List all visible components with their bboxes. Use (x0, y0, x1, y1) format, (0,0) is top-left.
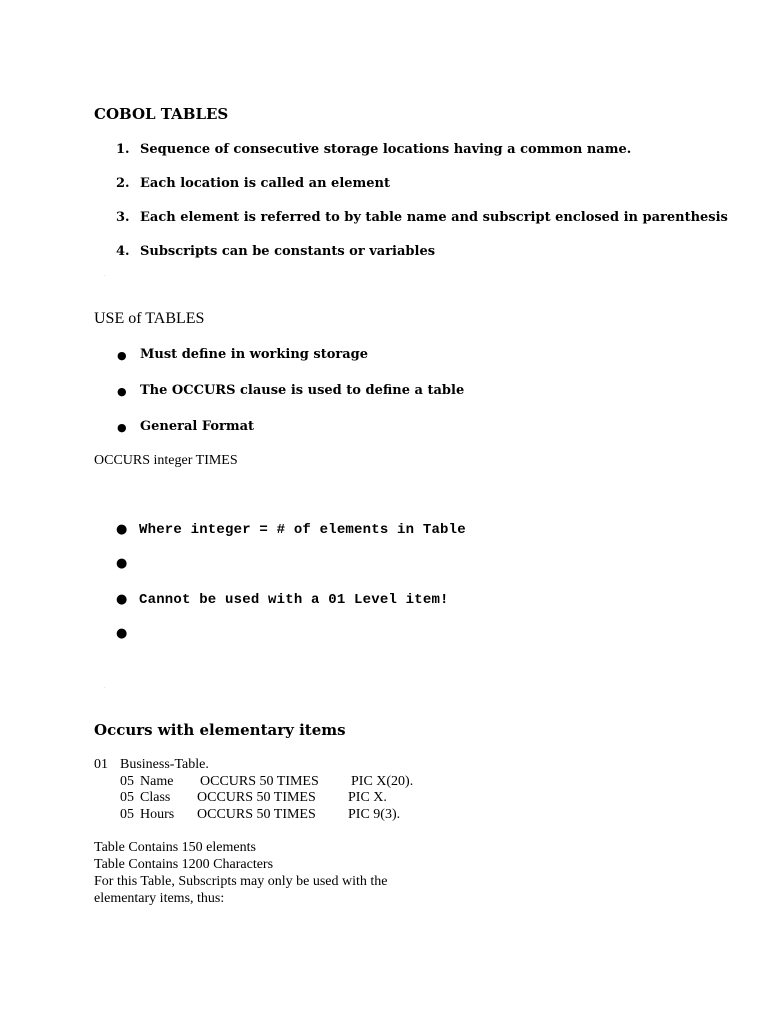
code-field-name: Name (140, 774, 174, 789)
code-level: 05 (120, 774, 134, 789)
code-occurs: OCCURS 50 TIMES (200, 774, 319, 789)
paragraph-line: Table Contains 1200 Characters (94, 857, 274, 872)
bullet-icon: ● (117, 421, 127, 434)
list-number: 3. (116, 210, 130, 225)
list-item: Each element is referred to by table name and subscript enclosed in parenthesis (140, 210, 728, 225)
stray-mark: . (104, 684, 106, 690)
bullet-icon: ● (116, 626, 128, 641)
list-item: Subscripts can be constants or variables (140, 244, 436, 259)
list-item: Each location is called an element (140, 176, 391, 191)
code-record-name: Business-Table. (120, 757, 209, 772)
heading-cobol-tables: COBOL TABLES (94, 105, 229, 123)
bullet-item: General Format (140, 419, 255, 434)
list-number: 4. (116, 244, 130, 259)
code-pic: PIC X. (348, 790, 387, 805)
mono-bullet-item: Where integer = # of elements in Table (139, 522, 466, 538)
code-pic: PIC X(20). (351, 774, 414, 789)
list-number: 2. (116, 176, 130, 191)
bullet-icon: ● (116, 556, 128, 571)
heading-occurs-elementary: Occurs with elementary items (94, 721, 346, 739)
heading-use-of-tables: USE of TABLES (94, 310, 205, 327)
list-number: 1. (116, 142, 130, 157)
bullet-icon: ● (117, 349, 127, 362)
paragraph-line: For this Table, Subscripts may only be used with the (94, 874, 388, 889)
code-pic: PIC 9(3). (348, 807, 401, 822)
code-level: 01 (94, 757, 108, 772)
code-field-name: Hours (140, 807, 175, 822)
bullet-icon: ● (117, 385, 127, 398)
code-occurs: OCCURS 50 TIMES (197, 807, 316, 822)
code-level: 05 (120, 807, 134, 822)
format-line: OCCURS integer TIMES (94, 453, 238, 468)
code-field-name: Class (140, 790, 171, 805)
bullet-item: The OCCURS clause is used to define a table (140, 383, 465, 398)
bullet-icon: ● (116, 592, 128, 607)
code-level: 05 (120, 790, 134, 805)
bullet-item: Must define in working storage (140, 347, 369, 362)
mono-bullet-item: Cannot be used with a 01 Level item! (139, 592, 449, 608)
bullet-icon: ● (116, 522, 128, 537)
stray-mark: . (104, 272, 106, 278)
code-occurs: OCCURS 50 TIMES (197, 790, 316, 805)
paragraph-line: Table Contains 150 elements (94, 840, 256, 855)
list-item: Sequence of consecutive storage locations having a common name. (140, 142, 632, 157)
paragraph-line: elementary items, thus: (94, 891, 225, 906)
